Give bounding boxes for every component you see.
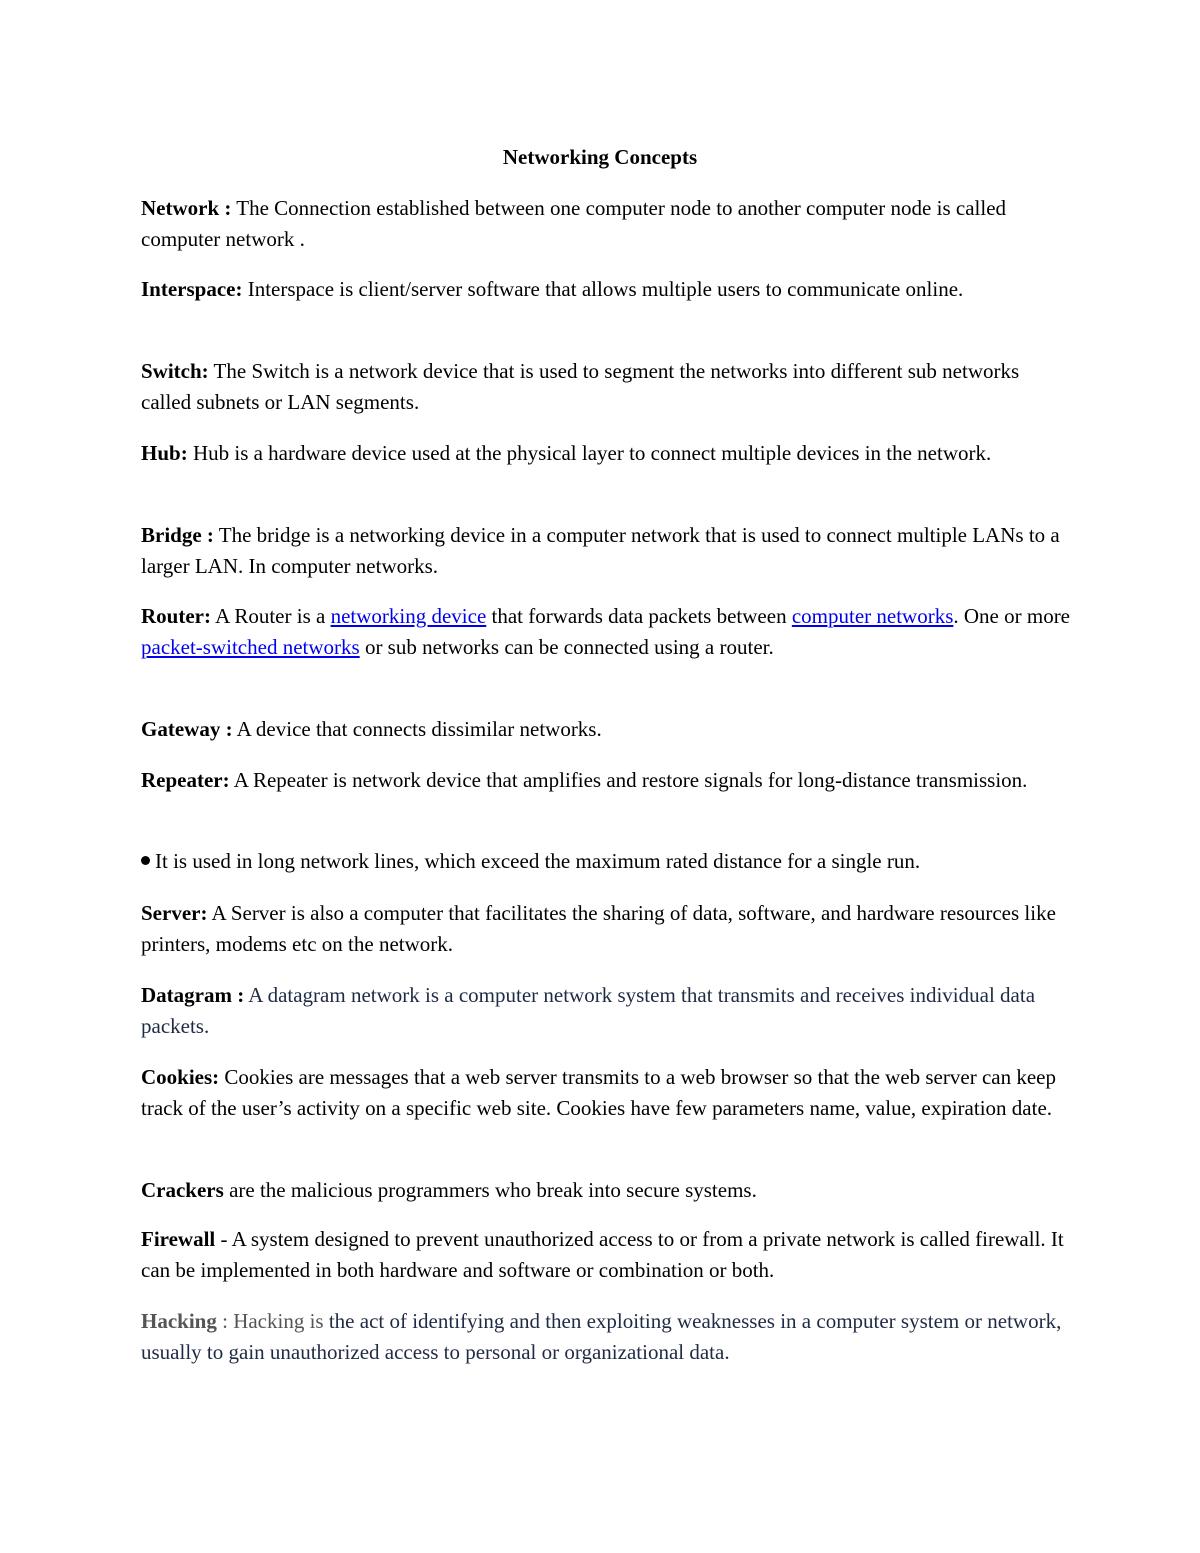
- entry-hub: [141, 438, 1071, 469]
- link-networking-device[interactable]: networking device: [330, 604, 487, 628]
- term-network: Network :: [141, 196, 232, 220]
- definition-router-part-1: A Router is a: [210, 604, 331, 628]
- term-server: Server:: [141, 901, 208, 925]
- definition-router-part-4: or sub networks can be connected using a router.: [359, 635, 774, 659]
- entry-firewall: [141, 1224, 1071, 1286]
- definition-bridge: The bridge is a networking device in a computer network that is used to connect multiple LANs to a larger LAN. In computer networks.: [141, 523, 1060, 578]
- bullet-item-repeater: [141, 846, 1071, 877]
- bullet-icon: [141, 856, 150, 865]
- entry-bridge: [141, 520, 1071, 582]
- term-interspace: Interspace:: [141, 277, 243, 301]
- entry-repeater: [141, 765, 1071, 796]
- entry-interspace: [141, 274, 1071, 305]
- entry-cookies: [141, 1062, 1071, 1124]
- entry-network: [141, 193, 1071, 255]
- definition-repeater: A Repeater is network device that amplifies and restore signals for long-distance transmission.: [229, 768, 1028, 792]
- definition-router-part-2: that forwards data packets between: [486, 604, 792, 628]
- term-cookies: Cookies:: [141, 1065, 220, 1089]
- link-packet-switched-networks[interactable]: packet-switched networks: [141, 635, 360, 659]
- definition-server: A Server is also a computer that facilitates the sharing of data, software, and hardware resources like printers, modems etc on the network.: [141, 901, 1056, 956]
- entry-crackers: [141, 1175, 1071, 1206]
- entry-server: [141, 898, 1071, 960]
- entry-hacking: [141, 1306, 1071, 1368]
- link-computer-networks[interactable]: computer networks: [791, 604, 954, 628]
- entry-gateway: [141, 714, 1071, 745]
- entry-datagram: [141, 980, 1071, 1042]
- definition-datagram: A datagram network is a computer network system that transmits and receives individual data packets.: [141, 983, 1036, 1038]
- definition-hub: Hub is a hardware device used at the physical layer to connect multiple devices in the network.: [187, 441, 992, 465]
- definition-switch: The Switch is a network device that is used to segment the networks into different sub networks called subnets or LAN segments.: [141, 359, 1020, 414]
- definition-network: The Connection established between one computer node to another computer node is called computer network .: [141, 196, 1007, 251]
- term-hacking: Hacking: [141, 1309, 217, 1333]
- term-gateway: Gateway :: [141, 717, 233, 741]
- entry-switch: [141, 356, 1071, 418]
- definition-crackers: are the malicious programmers who break into secure systems.: [223, 1178, 757, 1202]
- definition-hacking-part-2: the act of identifying and then exploiting weaknesses in a computer system or network, usually to gain unauthorized access to personal or organizational data.: [141, 1309, 1062, 1364]
- term-router: Router:: [141, 604, 211, 628]
- definition-cookies: Cookies are messages that a web server transmits to a web browser so that the web server can keep track of the user’s activity on a specific web site. Cookies have few parameters name, value, expiration date.: [141, 1065, 1056, 1120]
- bullet-text-repeater: It is used in long network lines, which exceed the maximum rated distance for a single run.: [155, 849, 921, 873]
- definition-firewall: - A system designed to prevent unauthorized access to or from a private network is called firewall. It can be implemented in both hardware and software or combination or both.: [141, 1227, 1064, 1282]
- term-repeater: Repeater:: [141, 768, 230, 792]
- definition-interspace: Interspace is client/server software that allows multiple users to communicate online.: [242, 277, 964, 301]
- entry-router: [141, 601, 1071, 663]
- term-switch: Switch:: [141, 359, 209, 383]
- term-crackers: Crackers: [141, 1178, 224, 1202]
- definition-hacking-part-1: : Hacking is: [216, 1309, 324, 1333]
- page-title: Networking Concepts: [502, 145, 698, 169]
- definition-gateway: A device that connects dissimilar networks.: [232, 717, 602, 741]
- definition-router-part-3: . One or more: [953, 604, 1071, 628]
- term-firewall: Firewall: [141, 1227, 216, 1251]
- term-bridge: Bridge :: [141, 523, 214, 547]
- term-datagram: Datagram :: [141, 983, 245, 1007]
- term-hub: Hub:: [141, 441, 188, 465]
